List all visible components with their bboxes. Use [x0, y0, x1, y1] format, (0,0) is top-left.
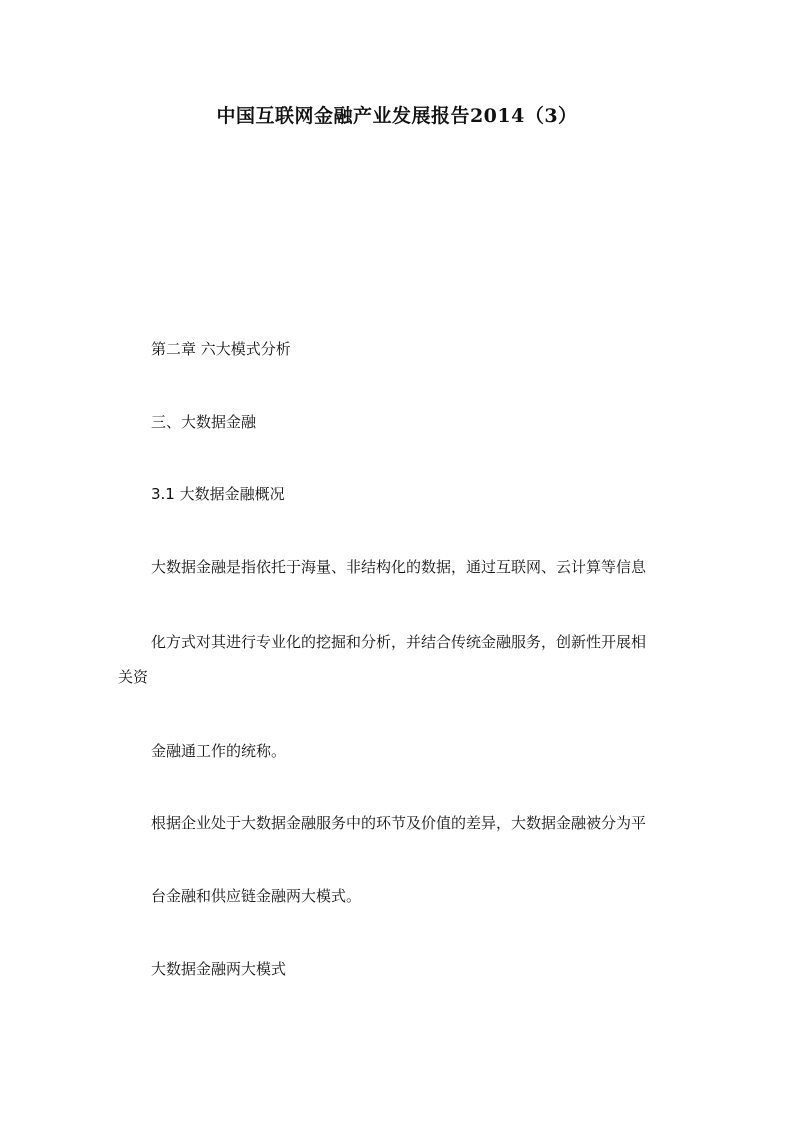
paragraph-line-3: 金融通工作的统称。 [151, 742, 287, 760]
paragraph-line-2-wrap: 关资 [118, 668, 149, 686]
section-heading: 三、大数据金融 [151, 413, 257, 431]
chapter-heading: 第二章 六大模式分析 [151, 340, 291, 358]
paragraph-line-4: 根据企业处于大数据金融服务中的环节及价值的差异，大数据金融被分为平 [151, 814, 647, 832]
paragraph-line-2: 化方式对其进行专业化的挖掘和分析，并结合传统金融服务，创新性开展相 [151, 633, 647, 651]
paragraph-line-1: 大数据金融是指依托于海量、非结构化的数据，通过互联网、云计算等信息 [151, 558, 647, 576]
subsection-heading: 3.1 大数据金融概况 [151, 485, 285, 503]
paragraph-line-5: 台金融和供应链金融两大模式。 [151, 887, 362, 905]
figure-caption: 大数据金融两大模式 [151, 960, 287, 978]
document-title: 中国互联网金融产业发展报告2014（3） [216, 105, 578, 127]
